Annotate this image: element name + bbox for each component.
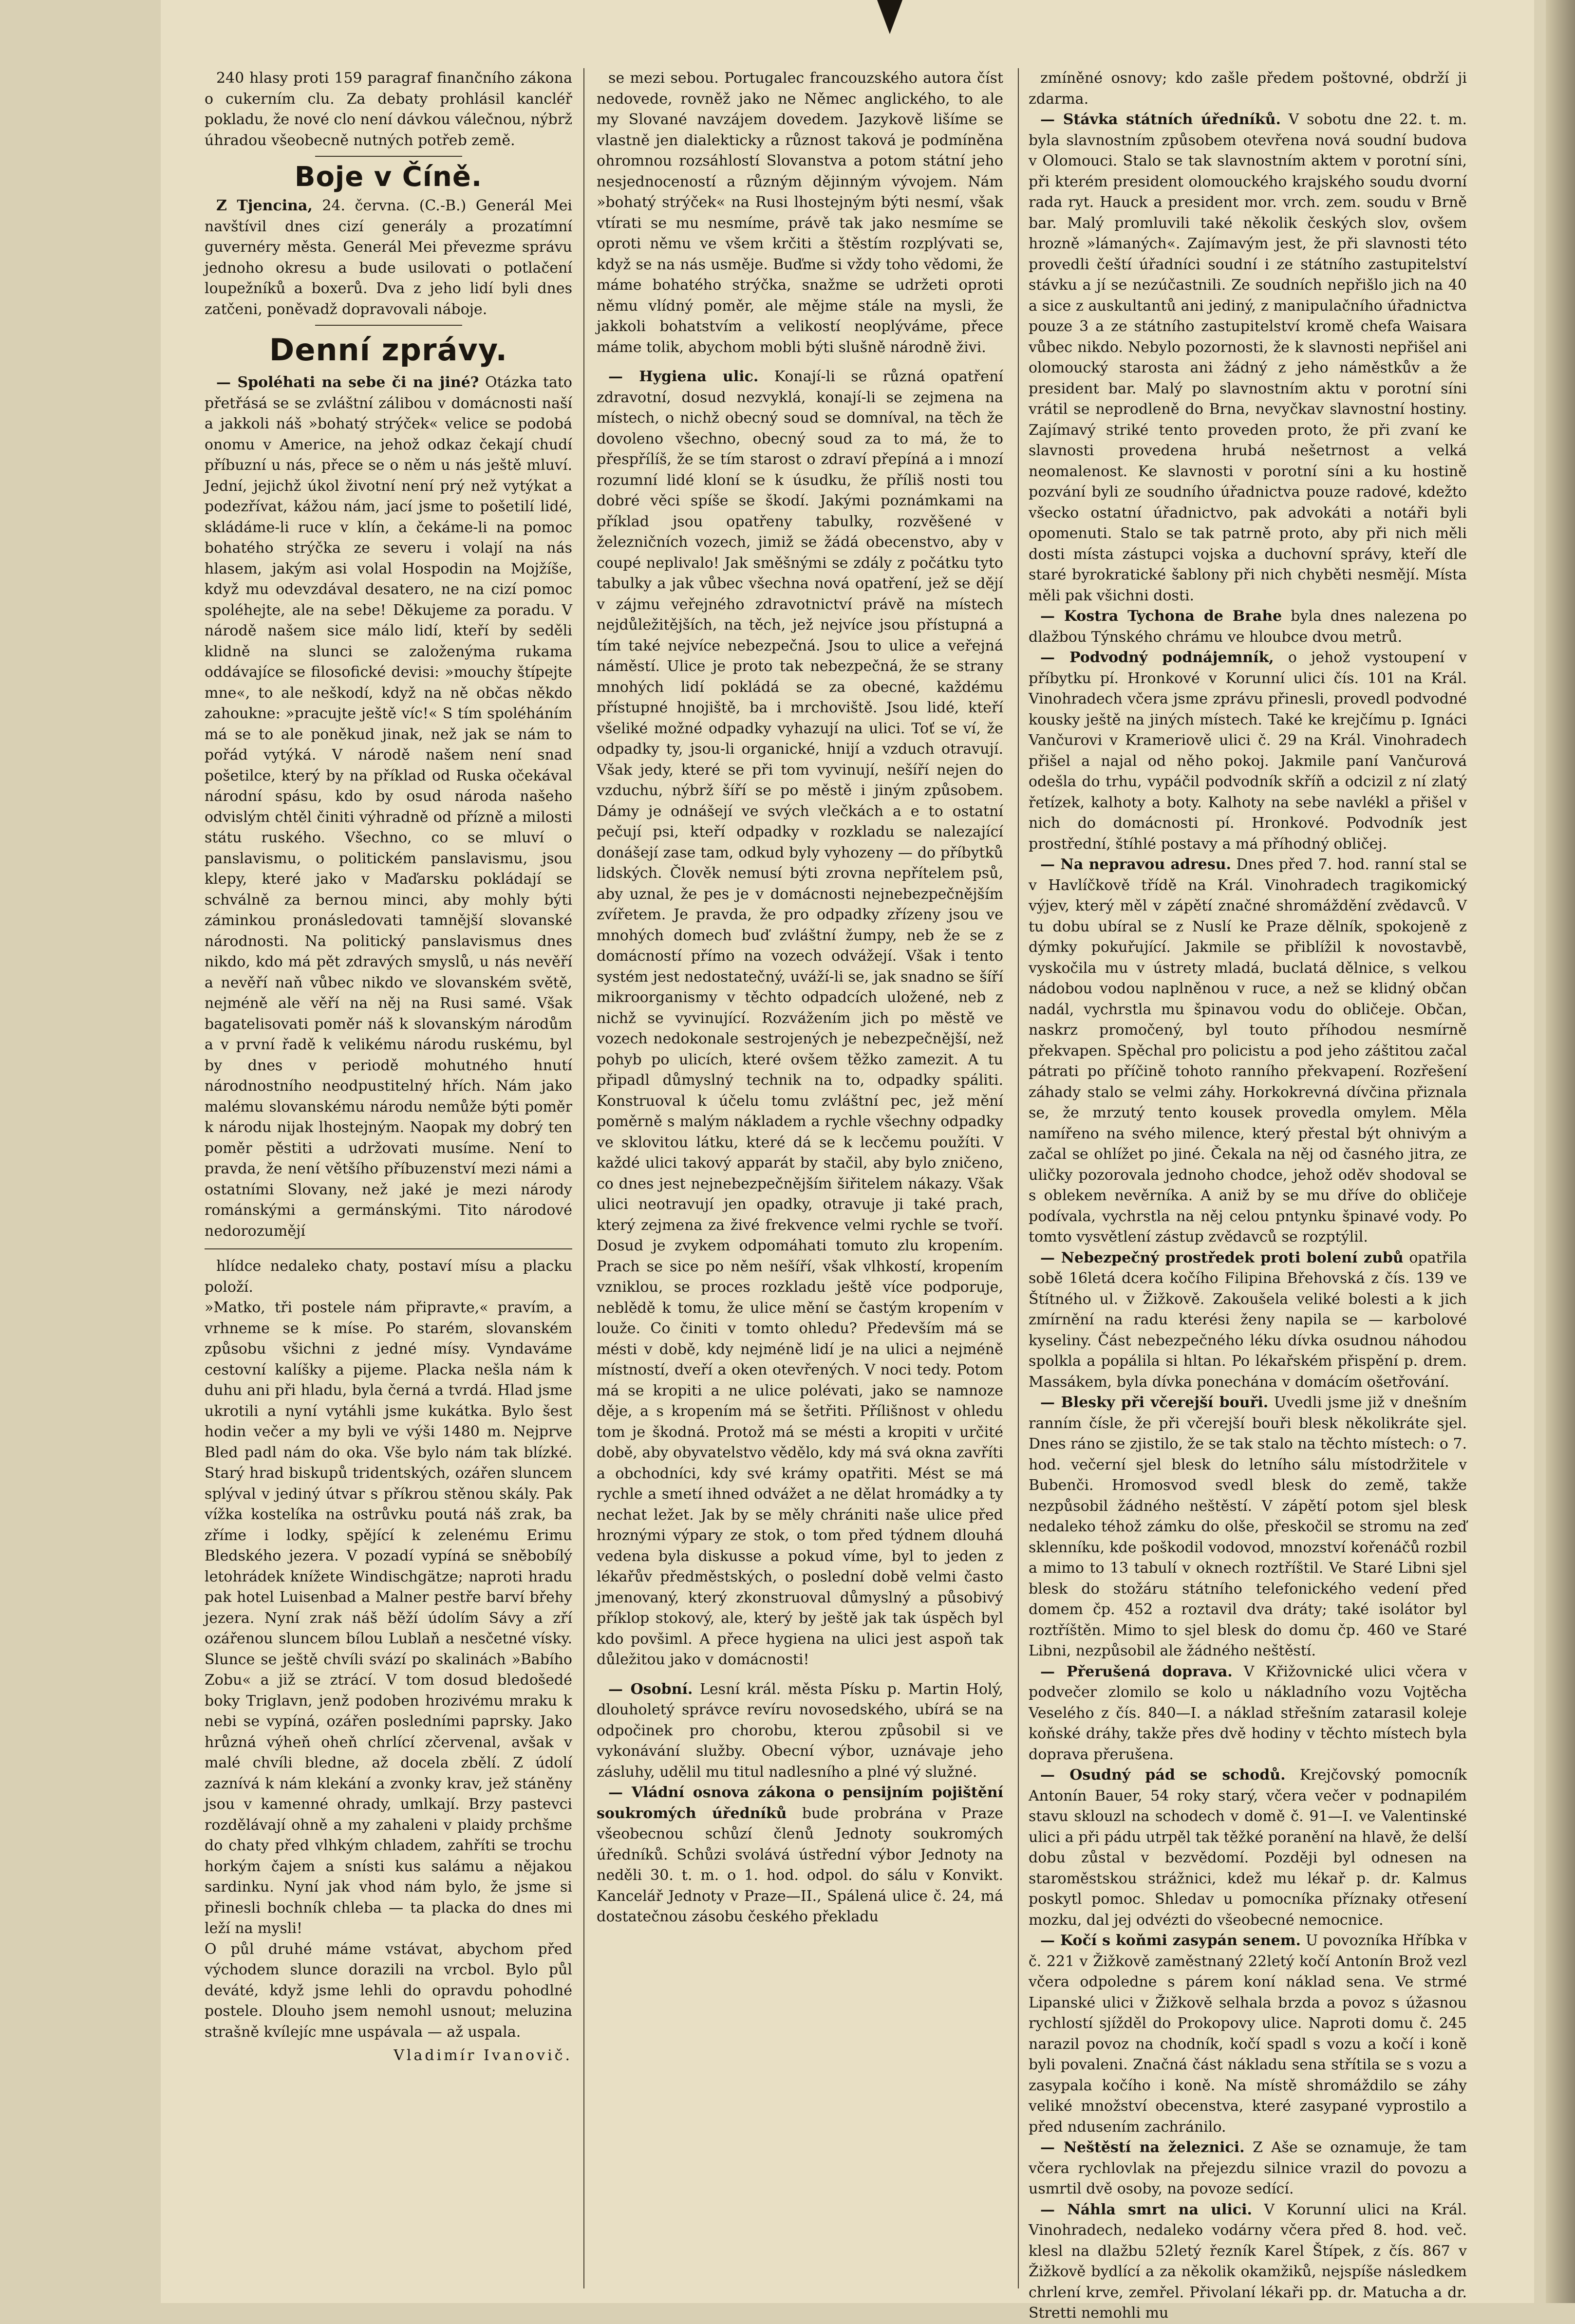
article-blesky	[1029, 1393, 1467, 1662]
article-osobni	[597, 1679, 1003, 1783]
column-3	[1029, 68, 1467, 2322]
article-hygiena	[597, 367, 1003, 1671]
article-headline: — Kostra Tychona de Brahe	[1040, 608, 1282, 625]
article-text: Z Aše se oznamuje, že tam včera rychlovlak na přejezdu silnice vrazil do povozu a usmrtil dvě osoby, na povoze sedící.	[1029, 2139, 1467, 2197]
article-zeleznice	[1029, 2138, 1467, 2200]
section-rule	[315, 325, 462, 326]
article-text: Konají-li se různá opatření zdravotní, dosud nezvyklá, konají-li se zejmena na místech, o nichž obecný soud se domníval, na těch že dovoleno všechno, obecný soud za to má, že to přespřílíš, že se tím starost o zdraví přepíná a i mnozí rozumní lidé kloní se k úsudku, že příliš nosti tou dobré věci spíše se škodí. Jakými poznámkami na příklad jsou opatřeny tabulky, rozvěšené v železničních vozech, jimiž se žádá obecenstvo, aby v coupé neplivalo! Jak směšnými se zdály z počátku tyto tabulky a jak vůbec všechna nová opatření, jež se dějí v zájmu veřejného zdravotnictví právě na místech nejdůležitějších, na těch, jež nejvíce jsou přístupná a tím také nejvíce nebezpečná. Jsou to ulice a veřejná náměstí. Ulice je proto tak nebezpečná, že se strany mnohých lidí pokládá se za obecné, každému přístupné hnojiště, ba i mrchoviště. Jsou lidé, kteří všeliké možné odpadky vyhazují na ulici. Toť se ví, že odpadky ty, jsou-li organické, hnijí a vzduch otravují. Však jedy, které se při tom vyvinují, nešíří nejen do vzduchu, nýbrž šíří se po městě i jiným způsobem. Dámy je odnášejí ve svých vlečkách a e to ostatní pečují psi, kteří odpadky v rozkladu se nalezající donášejí zase tam, odkud byly vyhozeny — do příbytků lidských. Člověk nemusí býti zrovna nepřítelem psů, aby uznal, že pes je v domácnosti nejnebezpečnějším zvířetem. Je pravda, že pro odpadky zřízeny jsou ve mnohých domech buď zvláštní žumpy, neb že se z domácností přímo na vozech odvážejí. Však i tento systém jest nedostatečný, uváží-li se, jak snadno se šíří mikroorganismy v těchto odpadcích uložené, neb z nichž se vyvinující. Rozvážením jich po městě ve vozech nedokonale sestrojených je nebezpečnější, než pohyb po ulicích, které ovšem těžko zamezit. A tu připadl důmyslný technik na to, odpadky spáliti. Konstruoval k účelu tomu zvláštní pec, jež mění poměrně s malým nákladem a rychle všechny odpadky ve sklovitou látku, které dá se k lecčemu použíti. V každé ulici takový apparát by stačil, aby bylo zničeno, co dnes jest nejnebezpečnějším šiřitelem nákazy. Však ulici neotravují jen opadky, otravuje ji také prach, který zejmena za živé frekvence velmi rychle se tvoří. Dosud je zvykem odpomáhati tomuto zlu kropením. Prach se sice po něm nešíří, však vlhkostí, kropením vzniklou, se proces rozkladu ještě více podporuje, neblědě k tomu, že ulice mění se častým kropením v louže. Co činiti v tomto ohledu? Především má se mésti v době, kdy nejméně lidí je na ulici a nejméně místností, dveří a oken otevřených. V noci tedy. Potom má se kropiti a ne ulice polévati, jako se namnoze děje, a s kropením má se šetřiti. Přílišnost v ohledu tom je škodná. Protož má se mésti a kropiti v určité době, aby obyvatelstvo vědělo, kdy má svá okna zavříti a obchodníci, kdy své krámy opatřiti. Mést se má rychle a smetí ihned odvážet a ne dělat hromádky a ty nechat ležet. Jak by se měly chrániti naše ulice před hroznými výpary ze stok, o tom před týdnem dlouhá vedena byla diskusse a pokud víme, byl to jeden z lékařův předměstských, o poslední době velmi často jmenovaný, který zkonstruoval důmyslný a působivý příklop stokový, ale, který by ještě jak tak úspěch byl kdo povšiml. A přece hygiena na ulici jest aspoň tak důležitou jako v domácnosti!	[597, 368, 1003, 1668]
article-continuation: se mezi sebou. Portugalec francouzského autora číst nedovede, rovněž jako ne Němec anglického, to ale my Slované navzájem dovedem. Jazykově lišíme se vlastně jen dialekticky a různost taková je podmíněna ohromnou rozsáhlostí Slovanstva a potom státní jeho nesjednoceností a různým dějinným vývojem. Nám »bohatý strýček« na Rusi lhostejným býti nesmí, však vtírati se mu nesmíme, právě tak jako nesmíme se oproti němu ve všem krčiti a štěstím rozplývati se, když se na nás usměje. Buďme si vždy toho vědomi, že máme bohatého strýčka, snažme se udržeti oproti němu vlídný poměr, ale mějme stále na mysli, že jakkoli bohatstvím a velikostí neoplýváme, přece máme tolik, abychom mobli býti slušně národně živi.	[597, 70, 1003, 356]
article-podnajemnik	[1029, 648, 1467, 855]
article-headline: — Přerušená doprava.	[1040, 1663, 1233, 1680]
article-headline: — Osudný pád se schodů.	[1040, 1766, 1286, 1784]
dateline: Z Tjencina,	[216, 197, 313, 214]
article-china	[205, 196, 572, 320]
column-1	[205, 68, 572, 2288]
article-koci	[1029, 1931, 1467, 2138]
article-headline: — Vládní osnova zákona o pensijním pojištění soukromých úředníků	[597, 1784, 1003, 1822]
article-doprava	[1029, 1662, 1467, 1766]
article-osudny-pad	[1029, 1765, 1467, 1931]
article-text: U povozníka Hříbka v č. 221 v Žižkově zaměstnaný 22letý kočí Antonín Brož vezl včera odpoledne s párem koní náklad sena. Ve strmé Lipanské ulici v Žižkově selhala brzda a povoz s úžasnou rychlostí sjížděl do Prokopovy ulice. Naproti domu č. 245 narazil povoz na chodník, kočí spadl s vozu a kočí i koně byli povaleni. Značná část nákladu sena střítila se s vozu a zasypala kočího i koně. Na místě shromáždilo se záhy veliké množství obecenstva, které zasypané vyprostilo a před ndusením zachránilo.	[1029, 1932, 1467, 2136]
section-heading-daily-news: Denní zprávy.	[269, 332, 508, 368]
feuilleton-story: hlídce nedaleko chaty, postaví mísu a placku položí. »Matko, tři postele nám připravte,« pravím, a vrhneme se k míse. Po starém, slovanském způsobu všichni z jedné mísy. Vyndaváme cestovní kalíšky a pijeme. Placka nešla nám k duhu ani při hladu, byla černá a tvrdá. Hlad jsme ukrotili a nyní vytáhli jsme kukátka. Bylo šest hodin večer a my byli ve výši 1480 m. Nejprve Bled padl nám do oka. Vše bylo nám tak blízké. Starý hrad biskupů tridentských, ozářen sluncem splýval v jediný útvar s příkrou stěnou skály. Pak vížka kostelíka na ostrůvku poutá náš zrak, ba zříme i lodky, spějící k zelenému Erimu Bledského jezera. V pozadí vypíná se sněbobílý letohrádek knížete Windischgätze; naproti hradu pak hotel Luisenbad a Malner pestře barví břehy jezera. Nyní zrak náš běží údolím Sávy a zří ozářenou sluncem bílou Lublaň a nesčetné vísky. Slunce se ještě chvíli svází po skalinách »Babího Zobu« a již se ztrácí. V tom dosud bledošedé boky Triglavn, jenž podoben hrozivému mraku k nebi se vypíná, ozářen posledními paprsky. Jako hrůzná výheň oheň chrlící zčervenal, avšak v malé chvíli bledne, až docela zbělí. Z údolí zaznívá k nám klekání a zvonky krav, jež stáněny jsou v kamenné ohrady, umlkají. Brzy pastevci rozdělávají ohně a my zahaleni v plaidy prchšme do chaty před vlhkým chladem, zahříti se trochu horkým čajem a snísti kus salámu a nějakou sardinku. Nyní jak vhod nám bylo, že jsme si přinesli bochník chleba — ta placka do dnes mi leží na mysli! O půl druhé máme vstávat, abychom před východem slunce dorazili na vrcbol. Bylo půl deváté, když jsme lehli do opravdu pohodlné postele. Dlouho jsem nemohl usnout; meluzina strašně kvílejíc mne uspávala — až uspala.	[205, 1258, 572, 2041]
article-bolest-zubu	[1029, 1248, 1467, 1393]
article-text: Krejčovský pomocník Antonín Bauer, 54 roky starý, včera večer v podnapilém stavu sklouzl na schodech v domě č. 91—I. ve Valentinské ulici a při pádu utrpěl tak těžké poranění na hlavě, že delší dobu zůstal v bezvědomí. Později byl odnesen na staroměstskou strážnici, kdež mu lékař p. dr. Kalmus poskytl pomoc. Shledav u pomocníka příznaky otřesení mozku, dal jej odvézti do všeobecné nemocnice.	[1029, 1766, 1467, 1929]
article-headline: — Neštěstí na železnici.	[1040, 2139, 1245, 2156]
article-text: opatřila sobě 16letá dcera kočího Filipina Břehovská z čís. 139 ve Štítného ul. v Žižkově. Zakoušela veliké bolesti a k jich zmírnění na radu kterési ženy napila se — karbolové kyseliny. Část nebezpečného léku dívka osudnou náhodou spolkla a popálila si hltan. Po lékařském přispění p. drem. Massákem, byla dívka ponechána v domácím ošetřování.	[1029, 1249, 1467, 1391]
article-text: byla dnes nalezena po dlažbou Týnského chrámu ve hloubce dvou metrů.	[1029, 608, 1467, 646]
article-text: Dnes před 7. hod. ranní stal se v Havlíčkově třídě na Král. Vinohradech tragikomický výjev, který měl v zápětí značné shromáždění zvědavců. V tu dobu ubíral se z Nuslí ke Praze dělník, spokojeně z dýmky pokuřující. Jakmile se přiblížil k novostavbě, vyskočila mu v ústrety mladá, buclatá dělnice, s velkou nádobou vodou naplněnou v ruce, a než se klidný občan nadál, vychrstla mu špinavou vodu do obličeje. Občan, naskrz promočený, byl touto příhodou nesmírně překvapen. Spěchal pro policistu a pod jeho záštitou začal pátrati po příčině tohoto ranního překvapení. Rozřešení záhady stalo se velmi záhy. Horkokrevná dívčina přiznala se, že mrzutý tento kousek provedla omylem. Měla namířeno na svého milence, který přestal být ohnivým a začal se ohlížet po jiné. Čekala na něj od časného jitra, ze uličky pozorovala jednoho chodce, jehož oděv shodoval se s oblekem nevěrníka. A aniž by se mu dříve do obličeje podívala, vychrstla na něj celou pntynku špinavé vody. Po tomto vysvětlení zástup zvědavců se rozptýlil.	[1029, 856, 1467, 1246]
article-headline: — Stávka státních úředníků.	[1040, 111, 1281, 128]
article-text: Uvedli jsme již v dnešním ranním čísle, že při včerejší bouři blesk několikráte sjel. Dnes ráno se zjistilo, že se tak stalo na těchto místech: o 7. hod. večerní sjel blesk do letního sálu místodržitele v Bubenči. Hromosvod svedl blesk do země, takže nezpůsobil žádného neštěstí. V zápětí potom sjel blesk nedaleko téhož zámku do olše, přeskočil se stromu na zeď sklenníku, kde poškodil vodovod, mnozství kořenáčů rozbil a mimo to 13 tabulí v oknech roztříštil. Ve Staré Libni sjel blesk do stožáru státního telefonického vedení před domem čp. 452 a roztavil dva dráty; také isolátor byl roztříštěn. Mimo to sjel blesk do domu čp. 460 ve Staré Libni, nezpůsobil ale žádného neštěstí.	[1029, 1394, 1467, 1659]
article-text: o jehož vystoupení v příbytku pí. Hronkové v Korunní ulici čís. 101 na Král. Vinohradech včera jsme zprávu přinesli, provedl podvodné kousky ještě na jiných místech. Také ke krejčímu p. Ignáci Vančurovi v Krameriově ulici č. 29 na Král. Vinohradech přišel a najal od něho pokoj. Jakmile paní Vančurová odešla do trhu, vypáčil podvodník skříň a odcizil z ní zlatý řetízek, kalhoty a boty. Kalhoty na sebe navlékl a přišel v nich do domácnosti pí. Hronkové. Podvodník jest prostřední, štíhlé postavy a má příhodný obličej.	[1029, 649, 1467, 853]
article-headline: — Blesky při včerejší bouři.	[1040, 1394, 1269, 1411]
article-headline: — Hygiena ulic.	[608, 368, 759, 385]
article-text: Otázka tato přetřásá se se zvláštní zálibou v domácnosti naší a jakkoli náš »bohatý strýček« velice se podobá onomu v Americe, na jehož odkaz čekají chudí příbuzní u nás, přece se o něm u nás ještě mluví. Jední, jejichž úkol životní není prý než vytýkat a podezřívat, kážou nám, jací jsme to pošetilí lidé, skládáme-li ruce v klín, a čekáme-li na pomoc bohatého strýčka ze severu i volají na nás hlasem, jakým asi volal Hospodin na Mojžíše, když mu odevzdával desatero, ne na cizí pomoc spoléhejte, ale na sebe! Děkujeme za poradu. V národě našem sice málo lidí, kteří by seděli klidně na slunci se založenýma rukama oddávajíce se filosofické devisi: »mouchy štípejte mne«, to ale neškodí, když na ně občas někdo zahoukne: »pracujte ještě víc!« S tím spoléháním má se to ale poněkud jinak, než jak se nám to pořád vytýká. V národě našem není snad pošetilce, který by na příklad od Ruska očekával národní spásu, kdo by osud národa našeho odvislým chtěl činiti výhradně od přízně a milosti státu ruského. Všechno, co se mluví o panslavismu, o politickém panslavismu, jsou klepy, které jako v Maďarsku pokládají se schválně za bernou minci, aby mohly býti záminkou pronásledovati tamnější slovanské národnosti. Na politický panslavismus dnes nikdo, kdo má pět zdravých smyslů, u nás nevěří a nevěří naň vůbec nikdo ve slovanském světě, nejméně ale věří na něj na Rusi samé. Však bagatelisovati poměr náš k slovanským národům a v první řadě k velikému národu ruskému, byl by dnes v periodě mohutného hnutí národnostního neodpustitelný hřích. Nám jako malému slovanskému národu nemůže býti poměr k národu nijak lhostejným. Naopak my dobrý ten poměr pěstiti a udržovati musíme. Není to pravda, že není většího příbuzenství mezi námi a ostatními Slovany, než jaké je mezi národy románskými a germánskými. Tito národové nedorozumějí	[205, 374, 572, 1240]
feuilleton-rule	[205, 1248, 572, 1249]
article-spolehati	[205, 372, 572, 1242]
article-headline: — Na nepravou adresu.	[1040, 856, 1231, 873]
article-text: bude probrána v Praze všeobecnou schůzí členů Jednoty soukromých úředníků. Schůzi svolává ústřední výbor Jednoty na neděli 30. t. m. o 1. hod. odpol. do sálu v Konvikt. Kancelář Jednoty v Praze—II., Spálená ulice č. 24, má dostatečnou zásobu českého překladu	[597, 1804, 1003, 1925]
article-stavka	[1029, 110, 1467, 606]
column-2	[597, 68, 1003, 2288]
article-headline: — Náhla smrt na ulici.	[1040, 2201, 1252, 2218]
article-text: V Křižovnické ulici včera v podvečer zlomilo se kolo u nákladního vozu Vojtěcha Veselého z čís. 840—I. a náklad střešním zatarasil koleje koňské dráhy, takže přes dvě hodiny v těchto místech byla doprava přerušena.	[1029, 1663, 1467, 1763]
article-text: 24. června. (C.-B.) Generál Mei navštívil dnes cizí generály a prozatímní guvernéry města. Generál Mei převezme správu jednoho okresu a bude usilovati o potlačení loupežníků a boxerů. Dva z jeho lidí byli dnes zatčeni, poněvadž dopravovali náboje.	[205, 197, 572, 318]
binding-edge	[1546, 0, 1575, 2303]
article-vladni-osnova	[597, 1783, 1003, 1928]
article-headline: — Kočí s koňmi zasypán senem.	[1040, 1932, 1301, 1949]
article-headline: — Nebezpečný prostředek proti bolení zubů	[1040, 1249, 1404, 1266]
article-headline: — Spoléhati na sebe či na jiné?	[216, 374, 479, 391]
author-signature: Vladimír Ivanovič.	[394, 2047, 572, 2064]
article-continuation: zmíněné osnovy; kdo zašle předem poštovné, obdrží ji zdarma.	[1029, 70, 1467, 108]
section-rule	[315, 156, 462, 157]
article-brahe	[1029, 606, 1467, 648]
article-headline: — Osobní.	[608, 1680, 693, 1698]
article-continuation: 240 hlasy proti 159 paragraf finančního zákona o cukerním clu. Za debaty prohlásil kancléř pokladu, že nové clo není dávkou válečnou, nýbrž úhradou všeobecně nutných potřeb země.	[205, 70, 572, 149]
article-text: V sobotu dne 22. t. m. byla slavnostním způsobem otevřena nová soudní budova v Olomouci. Stalo se tak slavnostním aktem v porotní síni, při kterém president olomouckého krajského soudu dvorní rada ryt. Hauck a president mor. vrch. zem. soudu v Brně bar. Malý promluvili také několik českých slov, ovšem hrozně »lámaných«. Zajímavým jest, že při slavnosti této provedli čeští úřadníci soudní i ze státního zastupitelství stávku a jí se nezúčastnili. Ze soudních nepřišlo jich na 40 a sice z auskultantů ani jediný, z manipulačního úřadnictva pouze 3 a ze státního zastupitelství kromě chefa Waisara vůbec nikdo. Nebylo pozornosti, že k slavnosti nepřišel ani olomoucký starosta ani žádný z jeho náměstkův a že president bar. Malý po slavnostním aktu v porotní síni vrátil se neprodleně do Brna, nevyčkav slavnostní hostiny. Zajímavý striké tento proveden proto, že při zvaní ke slavnosti provedena hrubá nešetrnost a velká neomalenost. Ke slavnosti v porotní síni a ku hostině pozvání byli ze soudního úřadnictva pouze radové, kdežto všecko ostatní úřadnictvo, pak advokáti a notáři byli opomenuti. Stalo se tak patrně proto, aby při nich měli dosti místa zástupci vojska a duchovní správy, kteří dle staré byrokratické šablony při nich chyběti nesmějí. Místa měli pak všichni dosti.	[1029, 111, 1467, 604]
article-nepravou-adresu	[1029, 855, 1467, 1248]
article-headline: — Podvodný podnájemník,	[1040, 649, 1274, 666]
article-text: V Korunní ulici na Král. Vinohradech, nedaleko vodárny včera před 8. hod. več. klesl na dlažbu 52letý řezník Karel Štípek, z čís. 867 v Žižkově bydlící a za několik okamžiků, nejspíše následkem chrlení krve, zemřel. Přivolaní lékaři pp. dr. Matucha a dr. Stretti nemohli mu	[1029, 2201, 1467, 2322]
page-marker	[877, 0, 902, 34]
article-nahla-smrt	[1029, 2200, 1467, 2324]
section-heading-china: Boje v Číně.	[294, 161, 483, 193]
article-text: Lesní král. města Písku p. Martin Holý, dlouholetý správce revíru novosedského, ubírá se na odpočinek pro chorobu, kterou způsobil si ve vykonávání služby. Obecní výbor, uznávaje jeho zásluhy, udělil mu titul nadlesního a plné vý služné.	[597, 1680, 1003, 1781]
column-divider	[1018, 68, 1019, 2288]
column-divider	[583, 68, 584, 2288]
